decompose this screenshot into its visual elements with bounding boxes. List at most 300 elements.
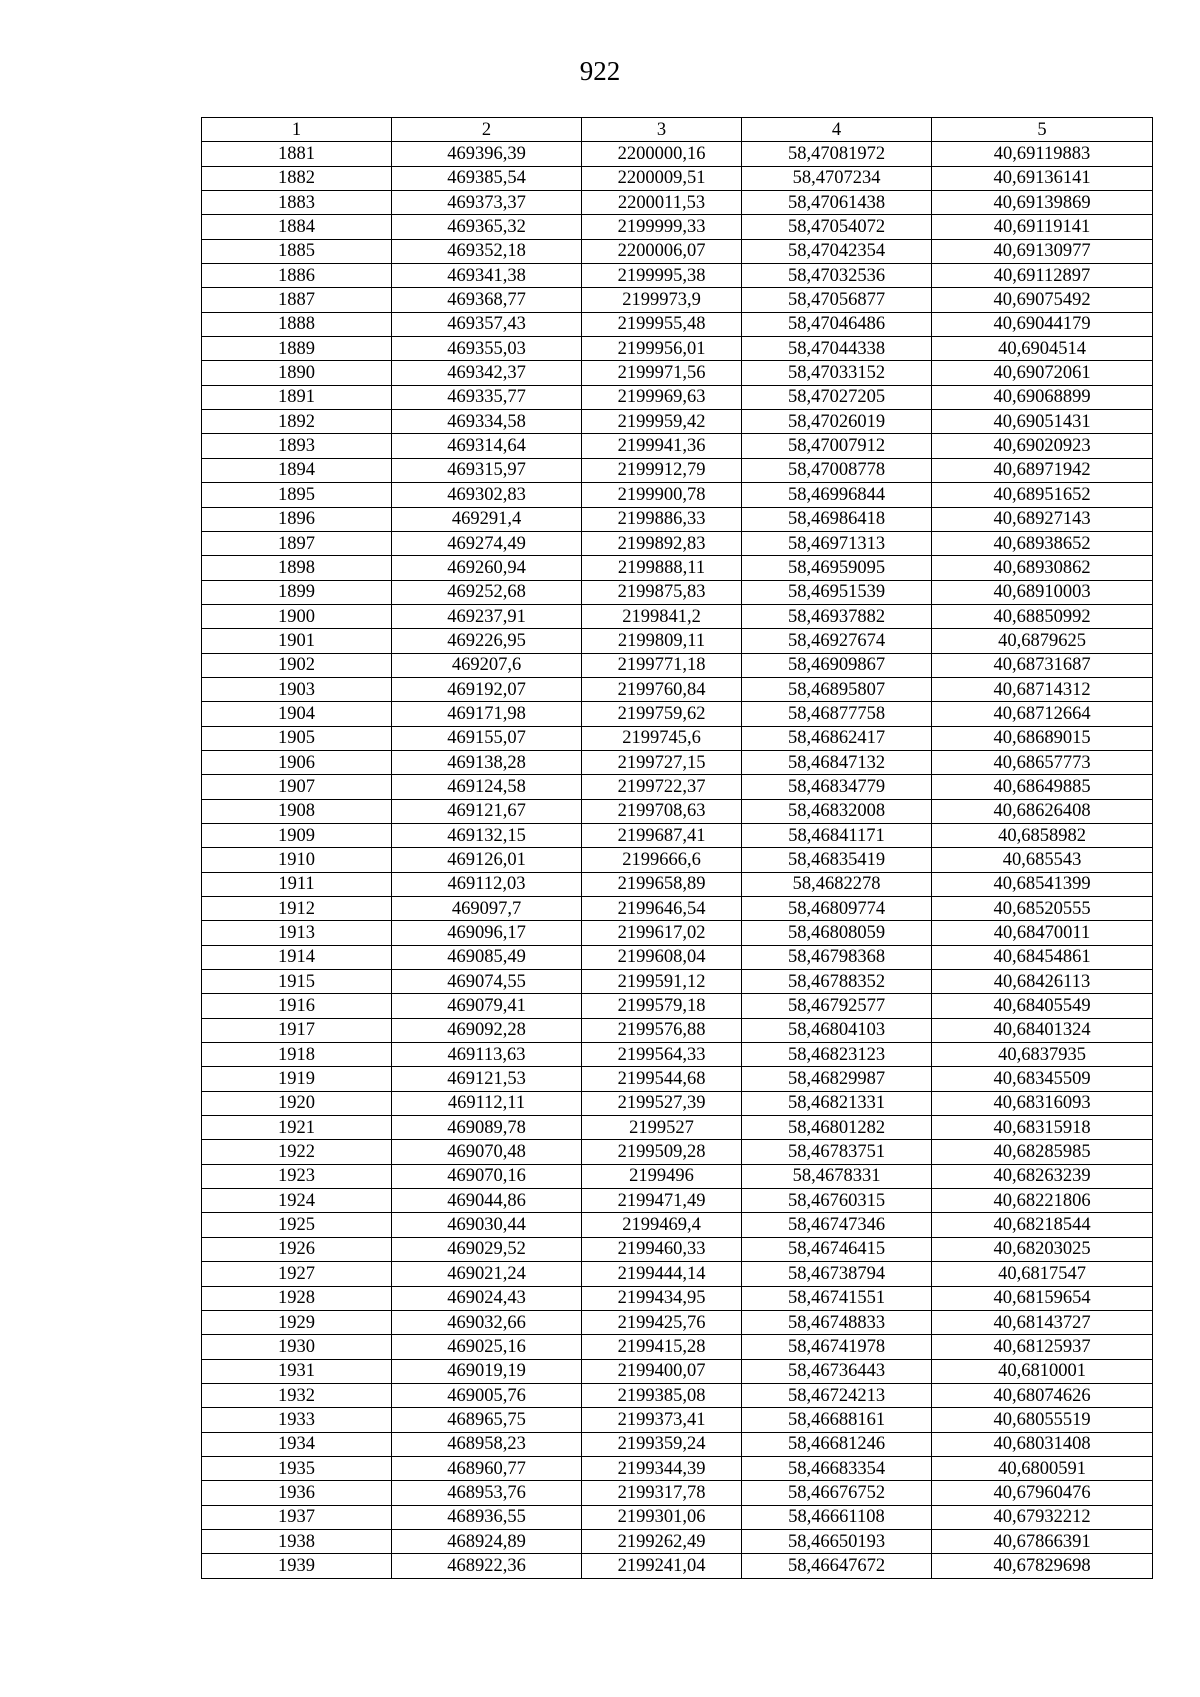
table-cell: 40,68657773 (932, 750, 1153, 774)
table-cell: 58,47007912 (742, 434, 932, 458)
table-cell: 2199666,6 (582, 848, 742, 872)
table-cell: 40,68714312 (932, 677, 1153, 701)
table-cell: 2199469,4 (582, 1213, 742, 1237)
table-row (202, 1383, 1153, 1407)
table-cell: 469341,38 (392, 264, 582, 288)
table-cell: 468960,77 (392, 1456, 582, 1480)
table-cell: 2199956,01 (582, 337, 742, 361)
table-cell: 58,47054072 (742, 215, 932, 239)
table-cell: 1908 (202, 799, 392, 823)
table-cell: 58,4678331 (742, 1164, 932, 1188)
table-cell: 468936,55 (392, 1505, 582, 1529)
table-row (202, 215, 1153, 239)
table-cell: 469112,11 (392, 1091, 582, 1115)
table-cell: 469097,7 (392, 897, 582, 921)
table-cell: 58,46661108 (742, 1505, 932, 1529)
table-cell: 2199415,28 (582, 1335, 742, 1359)
table-cell: 58,46971313 (742, 531, 932, 555)
table-cell: 40,6879625 (932, 629, 1153, 653)
table-cell: 40,68626408 (932, 799, 1153, 823)
table-cell: 469074,55 (392, 970, 582, 994)
table-cell: 1905 (202, 726, 392, 750)
table-cell: 58,46788352 (742, 970, 932, 994)
table-cell: 40,67932212 (932, 1505, 1153, 1529)
table-cell: 58,47032536 (742, 264, 932, 288)
table-cell: 469352,18 (392, 239, 582, 263)
table-cell: 468953,76 (392, 1481, 582, 1505)
table-cell: 40,68930862 (932, 556, 1153, 580)
table-cell: 1925 (202, 1213, 392, 1237)
table-cell: 1893 (202, 434, 392, 458)
table-cell: 40,68315918 (932, 1116, 1153, 1140)
table-cell: 1931 (202, 1359, 392, 1383)
table-row (202, 653, 1153, 677)
table-cell: 469260,94 (392, 556, 582, 580)
table-row (202, 191, 1153, 215)
table-cell: 469357,43 (392, 312, 582, 336)
table-cell: 40,68074626 (932, 1383, 1153, 1407)
table-cell: 2199875,83 (582, 580, 742, 604)
table-cell: 469024,43 (392, 1286, 582, 1310)
table-cell: 40,6817547 (932, 1262, 1153, 1286)
table-cell: 58,46748833 (742, 1310, 932, 1334)
table-cell: 469385,54 (392, 166, 582, 190)
table-cell: 1913 (202, 921, 392, 945)
table-cell: 40,68221806 (932, 1189, 1153, 1213)
table-cell: 2199708,63 (582, 799, 742, 823)
table-cell: 2199759,62 (582, 702, 742, 726)
table-cell: 468958,23 (392, 1432, 582, 1456)
table-row (202, 1018, 1153, 1042)
table-cell: 58,46736443 (742, 1359, 932, 1383)
table-cell: 2199471,49 (582, 1189, 742, 1213)
table-cell: 40,68055519 (932, 1408, 1153, 1432)
table-cell: 469138,28 (392, 750, 582, 774)
table-cell: 469355,03 (392, 337, 582, 361)
table-cell: 469124,58 (392, 775, 582, 799)
table-cell: 469092,28 (392, 1018, 582, 1042)
table-cell: 2199722,37 (582, 775, 742, 799)
table-cell: 469112,03 (392, 872, 582, 896)
table-row (202, 142, 1153, 166)
table-row (202, 775, 1153, 799)
table-body (202, 142, 1153, 1578)
table-cell: 469192,07 (392, 677, 582, 701)
table-row (202, 970, 1153, 994)
table-cell: 469132,15 (392, 823, 582, 847)
table-cell: 2199771,18 (582, 653, 742, 677)
table-cell: 469365,32 (392, 215, 582, 239)
table-cell: 2199658,89 (582, 872, 742, 896)
table-cell: 58,46986418 (742, 507, 932, 531)
table-cell: 469335,77 (392, 385, 582, 409)
table-cell: 58,47056877 (742, 288, 932, 312)
table-cell: 2199444,14 (582, 1262, 742, 1286)
table-cell: 40,68218544 (932, 1213, 1153, 1237)
table-row (202, 750, 1153, 774)
table-cell: 1933 (202, 1408, 392, 1432)
table-cell: 469252,68 (392, 580, 582, 604)
table-row (202, 1432, 1153, 1456)
table-cell: 58,47027205 (742, 385, 932, 409)
table-cell: 2199971,56 (582, 361, 742, 385)
table-cell: 469237,91 (392, 604, 582, 628)
table-cell: 40,68125937 (932, 1335, 1153, 1359)
table-cell: 1904 (202, 702, 392, 726)
table-cell: 2199579,18 (582, 994, 742, 1018)
table-cell: 2199727,15 (582, 750, 742, 774)
table-cell: 40,67960476 (932, 1481, 1153, 1505)
table-cell: 1936 (202, 1481, 392, 1505)
table-cell: 1899 (202, 580, 392, 604)
table-cell: 1896 (202, 507, 392, 531)
table-cell: 2199425,76 (582, 1310, 742, 1334)
table-cell: 58,46829987 (742, 1067, 932, 1091)
table-cell: 58,46798368 (742, 945, 932, 969)
table-row (202, 848, 1153, 872)
table-cell: 58,46724213 (742, 1383, 932, 1407)
table-cell: 40,68285985 (932, 1140, 1153, 1164)
table-cell: 1894 (202, 458, 392, 482)
table-cell: 40,68470011 (932, 921, 1153, 945)
table-cell: 469334,58 (392, 410, 582, 434)
table-row (202, 1262, 1153, 1286)
table-cell: 40,69136141 (932, 166, 1153, 190)
table-row (202, 264, 1153, 288)
table-cell: 1906 (202, 750, 392, 774)
table-cell: 469291,4 (392, 507, 582, 531)
table-row (202, 1213, 1153, 1237)
table-cell: 469085,49 (392, 945, 582, 969)
table-cell: 40,68541399 (932, 872, 1153, 896)
table-cell: 1912 (202, 897, 392, 921)
table-cell: 40,685543 (932, 848, 1153, 872)
table-cell: 58,46801282 (742, 1116, 932, 1140)
table-cell: 469226,95 (392, 629, 582, 653)
table-cell: 40,69075492 (932, 288, 1153, 312)
table-cell: 40,68426113 (932, 970, 1153, 994)
table-cell: 468924,89 (392, 1529, 582, 1553)
table-cell: 1888 (202, 312, 392, 336)
table-cell: 2199841,2 (582, 604, 742, 628)
table-row (202, 1286, 1153, 1310)
table-cell: 58,46877758 (742, 702, 932, 726)
table-row (202, 945, 1153, 969)
table-cell: 2199460,33 (582, 1237, 742, 1261)
table-cell: 469121,53 (392, 1067, 582, 1091)
table-cell: 1928 (202, 1286, 392, 1310)
table-cell: 468965,75 (392, 1408, 582, 1432)
table-cell: 2199886,33 (582, 507, 742, 531)
table-cell: 2199809,11 (582, 629, 742, 653)
table-row (202, 629, 1153, 653)
table-cell: 469274,49 (392, 531, 582, 555)
table-cell: 1915 (202, 970, 392, 994)
table-cell: 1918 (202, 1043, 392, 1067)
table-cell: 2199544,68 (582, 1067, 742, 1091)
table-cell: 40,68031408 (932, 1432, 1153, 1456)
table-cell: 40,68520555 (932, 897, 1153, 921)
table-row (202, 1529, 1153, 1553)
table-row (202, 1091, 1153, 1115)
table-cell: 58,46832008 (742, 799, 932, 823)
table-cell: 2200006,07 (582, 239, 742, 263)
table-cell: 2200011,53 (582, 191, 742, 215)
table-cell: 58,46951539 (742, 580, 932, 604)
table-cell: 469315,97 (392, 458, 582, 482)
table-cell: 58,46847132 (742, 750, 932, 774)
table-cell: 1929 (202, 1310, 392, 1334)
table-cell: 1901 (202, 629, 392, 653)
table-cell: 40,69119883 (932, 142, 1153, 166)
table-cell: 1917 (202, 1018, 392, 1042)
table-cell: 2199591,12 (582, 970, 742, 994)
table-row (202, 434, 1153, 458)
table-cell: 58,46862417 (742, 726, 932, 750)
table-row (202, 994, 1153, 1018)
table-cell: 40,68316093 (932, 1091, 1153, 1115)
table-cell: 40,68159654 (932, 1286, 1153, 1310)
table-cell: 2199385,08 (582, 1383, 742, 1407)
table-cell: 58,4682278 (742, 872, 932, 896)
table-cell: 40,69020923 (932, 434, 1153, 458)
table-cell: 1903 (202, 677, 392, 701)
table-row (202, 361, 1153, 385)
table-cell: 40,68712664 (932, 702, 1153, 726)
table-row (202, 410, 1153, 434)
table-cell: 2200009,51 (582, 166, 742, 190)
table-row (202, 872, 1153, 896)
table-cell: 40,68405549 (932, 994, 1153, 1018)
table-row (202, 726, 1153, 750)
table-cell: 2199969,63 (582, 385, 742, 409)
table-cell: 58,46738794 (742, 1262, 932, 1286)
table-cell: 1919 (202, 1067, 392, 1091)
table-cell: 1934 (202, 1432, 392, 1456)
table-cell: 40,69044179 (932, 312, 1153, 336)
table-cell: 469342,37 (392, 361, 582, 385)
table-cell: 1923 (202, 1164, 392, 1188)
table-cell: 40,68951652 (932, 483, 1153, 507)
table-cell: 1884 (202, 215, 392, 239)
table-row (202, 677, 1153, 701)
table-cell: 58,46746415 (742, 1237, 932, 1261)
table-cell: 1937 (202, 1505, 392, 1529)
table-cell: 58,46841171 (742, 823, 932, 847)
table-row (202, 1554, 1153, 1578)
table-cell: 58,46834779 (742, 775, 932, 799)
table-cell: 2199301,06 (582, 1505, 742, 1529)
table-row (202, 580, 1153, 604)
table-cell: 40,69130977 (932, 239, 1153, 263)
table-cell: 58,46895807 (742, 677, 932, 701)
table-cell: 40,68454861 (932, 945, 1153, 969)
table-cell: 40,69139869 (932, 191, 1153, 215)
page-number: 922 (579, 56, 621, 86)
table-cell: 469302,83 (392, 483, 582, 507)
table-cell: 58,46681246 (742, 1432, 932, 1456)
table-cell: 40,67866391 (932, 1529, 1153, 1553)
table-cell: 40,6800591 (932, 1456, 1153, 1480)
table-cell: 40,69051431 (932, 410, 1153, 434)
table-cell: 1922 (202, 1140, 392, 1164)
table-cell: 469025,16 (392, 1335, 582, 1359)
table-cell: 2200000,16 (582, 142, 742, 166)
table-row (202, 799, 1153, 823)
table-cell: 1916 (202, 994, 392, 1018)
table-cell: 2199527 (582, 1116, 742, 1140)
table-row (202, 1505, 1153, 1529)
table-cell: 58,46927674 (742, 629, 932, 653)
table-cell: 469368,77 (392, 288, 582, 312)
table-cell: 40,68731687 (932, 653, 1153, 677)
table-cell: 58,47026019 (742, 410, 932, 434)
table-cell: 2199892,83 (582, 531, 742, 555)
table-cell: 469089,78 (392, 1116, 582, 1140)
table-cell: 58,46792577 (742, 994, 932, 1018)
column-header: 2 (392, 118, 582, 142)
table-cell: 1897 (202, 531, 392, 555)
table-cell: 40,6858982 (932, 823, 1153, 847)
table-cell: 58,46688161 (742, 1408, 932, 1432)
table-cell: 1883 (202, 191, 392, 215)
table-cell: 58,47044338 (742, 337, 932, 361)
table-cell: 2199745,6 (582, 726, 742, 750)
table-cell: 58,46808059 (742, 921, 932, 945)
table-row (202, 288, 1153, 312)
table-row (202, 1067, 1153, 1091)
table-cell: 2199955,48 (582, 312, 742, 336)
column-header: 5 (932, 118, 1153, 142)
table-cell: 58,46650193 (742, 1529, 932, 1553)
table-cell: 40,68203025 (932, 1237, 1153, 1261)
table-cell: 58,46959095 (742, 556, 932, 580)
table-row (202, 312, 1153, 336)
table-cell: 1930 (202, 1335, 392, 1359)
table-cell: 2199400,07 (582, 1359, 742, 1383)
table-cell: 58,46804103 (742, 1018, 932, 1042)
table-cell: 2199617,02 (582, 921, 742, 945)
table-cell: 1891 (202, 385, 392, 409)
table-cell: 1914 (202, 945, 392, 969)
table-cell: 469113,63 (392, 1043, 582, 1067)
table-cell: 469096,17 (392, 921, 582, 945)
table-cell: 40,69068899 (932, 385, 1153, 409)
table-cell: 469032,66 (392, 1310, 582, 1334)
table-cell: 1892 (202, 410, 392, 434)
table-cell: 468922,36 (392, 1554, 582, 1578)
table-cell: 40,68927143 (932, 507, 1153, 531)
table-cell: 469021,24 (392, 1262, 582, 1286)
table-row (202, 1043, 1153, 1067)
table-row (202, 1456, 1153, 1480)
table-cell: 2199646,54 (582, 897, 742, 921)
table-cell: 1911 (202, 872, 392, 896)
table-cell: 58,46760315 (742, 1189, 932, 1213)
table-row (202, 507, 1153, 531)
table-cell: 1887 (202, 288, 392, 312)
table-row (202, 1310, 1153, 1334)
table-cell: 2199373,41 (582, 1408, 742, 1432)
table-cell: 40,68263239 (932, 1164, 1153, 1188)
column-header: 4 (742, 118, 932, 142)
table-cell: 469373,37 (392, 191, 582, 215)
table-cell: 58,46741978 (742, 1335, 932, 1359)
table-cell: 469314,64 (392, 434, 582, 458)
table-cell: 40,68143727 (932, 1310, 1153, 1334)
table-cell: 2199999,33 (582, 215, 742, 239)
table-cell: 1881 (202, 142, 392, 166)
table-row (202, 1481, 1153, 1505)
table-cell: 58,47042354 (742, 239, 932, 263)
table-cell: 40,69112897 (932, 264, 1153, 288)
table-cell: 2199687,41 (582, 823, 742, 847)
table-row (202, 458, 1153, 482)
table-cell: 469030,44 (392, 1213, 582, 1237)
table-row (202, 531, 1153, 555)
table-cell: 469029,52 (392, 1237, 582, 1261)
table-cell: 2199509,28 (582, 1140, 742, 1164)
table-cell: 2199434,95 (582, 1286, 742, 1310)
table-cell: 469126,01 (392, 848, 582, 872)
table-cell: 1907 (202, 775, 392, 799)
table-cell: 1939 (202, 1554, 392, 1578)
table-cell: 40,68689015 (932, 726, 1153, 750)
table-row (202, 556, 1153, 580)
table-cell: 1938 (202, 1529, 392, 1553)
table-cell: 40,68401324 (932, 1018, 1153, 1042)
table-cell: 1910 (202, 848, 392, 872)
table-cell: 469121,67 (392, 799, 582, 823)
table-cell: 2199959,42 (582, 410, 742, 434)
table-cell: 2199900,78 (582, 483, 742, 507)
table-cell: 2199344,39 (582, 1456, 742, 1480)
table-cell: 58,46683354 (742, 1456, 932, 1480)
table-cell: 58,46747346 (742, 1213, 932, 1237)
table-cell: 1902 (202, 653, 392, 677)
table-cell: 40,69119141 (932, 215, 1153, 239)
table-cell: 469044,86 (392, 1189, 582, 1213)
table-cell: 40,68971942 (932, 458, 1153, 482)
table-cell: 1895 (202, 483, 392, 507)
table-cell: 2199941,36 (582, 434, 742, 458)
table-cell: 2199496 (582, 1164, 742, 1188)
table-row (202, 823, 1153, 847)
table-cell: 2199973,9 (582, 288, 742, 312)
table-cell: 469070,16 (392, 1164, 582, 1188)
table-cell: 2199527,39 (582, 1091, 742, 1115)
table-cell: 469079,41 (392, 994, 582, 1018)
table-cell: 58,47046486 (742, 312, 932, 336)
table-cell: 2199912,79 (582, 458, 742, 482)
table-cell: 1889 (202, 337, 392, 361)
table-row (202, 385, 1153, 409)
table-cell: 58,46809774 (742, 897, 932, 921)
table-cell: 469005,76 (392, 1383, 582, 1407)
table-cell: 40,6810001 (932, 1359, 1153, 1383)
table-cell: 2199995,38 (582, 264, 742, 288)
table-cell: 1924 (202, 1189, 392, 1213)
table-cell: 58,47081972 (742, 142, 932, 166)
table-cell: 2199359,24 (582, 1432, 742, 1456)
table-row (202, 239, 1153, 263)
table-cell: 2199760,84 (582, 677, 742, 701)
table-cell: 58,47061438 (742, 191, 932, 215)
table-cell: 58,46996844 (742, 483, 932, 507)
table-cell: 58,46909867 (742, 653, 932, 677)
table-row (202, 1408, 1153, 1432)
table-cell: 2199262,49 (582, 1529, 742, 1553)
